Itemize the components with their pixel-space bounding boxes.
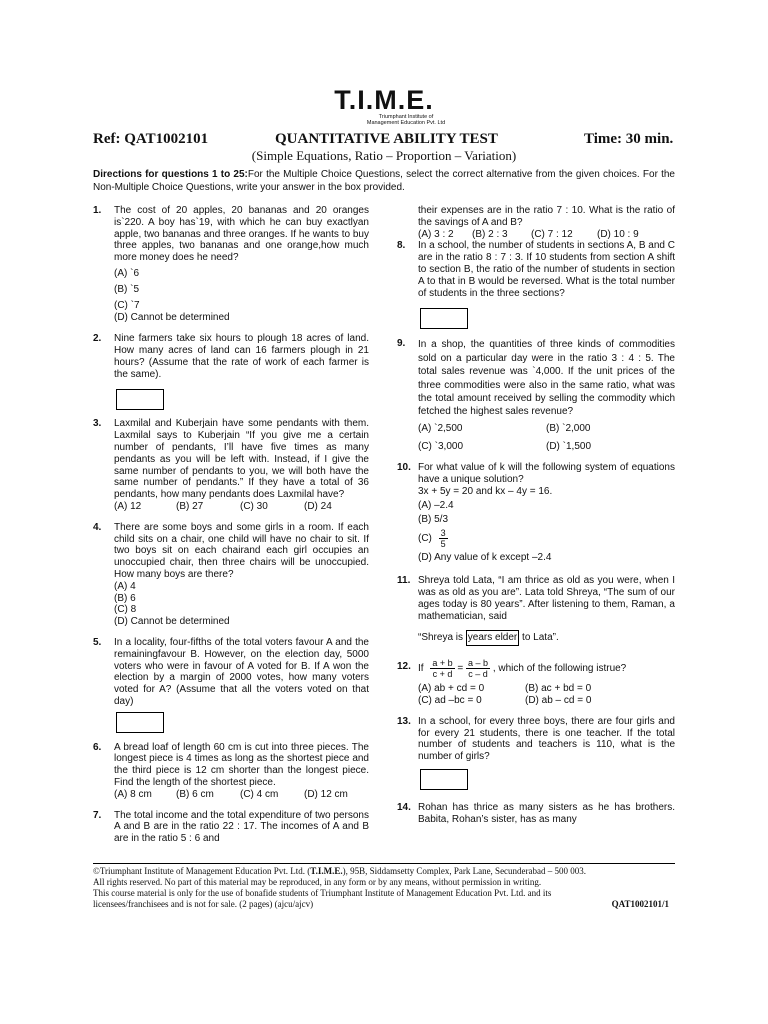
question-number: 9. <box>397 338 406 350</box>
equals-sign: = <box>457 663 464 675</box>
page-code: QAT1002101/1 <box>611 899 669 909</box>
question-number: 5. <box>93 636 102 648</box>
question-number: 7. <box>93 809 102 821</box>
if-word: If <box>418 663 424 675</box>
brand-logo <box>0 86 768 126</box>
copyright-text: ©Triumphant Institute of Management Education Pvt. Ltd. ( <box>93 866 311 876</box>
option-a: (A) 8 cm <box>114 788 152 800</box>
option-c: (C) ad –bc = 0 <box>418 694 482 706</box>
option-a: (A) `2,500 <box>418 422 463 434</box>
option-c: (C) 30 <box>240 500 268 512</box>
options-row <box>418 229 675 241</box>
options-row <box>114 789 369 801</box>
fraction-numerator: 3 <box>440 528 446 539</box>
question-text: their expenses are in the ratio 7 : 10. What is the ratio of the savings of A and B? <box>418 205 675 228</box>
options-row <box>418 683 675 695</box>
question-number: 13. <box>397 715 411 727</box>
option-b: (B) 27 <box>176 500 204 512</box>
option-a: (A) 4 <box>114 580 136 592</box>
question-7-continued <box>397 205 675 240</box>
copyright-brand: T.I.M.E. <box>310 866 343 876</box>
footer-usage: This course material is only for the use of bonafide students of Triumphant Institute of Management Education Pvt. Ltd. and its <box>93 888 552 898</box>
question-7 <box>93 810 369 845</box>
question-text: Shreya told Lata, “I am thrice as old as you were, when I was as old as you are”. Lata told Shreya, “The sum of our ages today is 80 years”. After listening to them, Raman, a mathematician, said <box>418 575 675 622</box>
page-footer <box>93 863 675 910</box>
question-text: A bread loaf of length 60 cm is cut into three pieces. The longest piece is 4 times as long as the shortest piece and the third piece is 12 cm shorter than the longest piece. Find the length of the shortest piece. <box>114 741 369 789</box>
copyright-address: ), 95B, Siddamsetty Complex, Park Lane, Secunderabad – 500 003. <box>342 866 587 876</box>
option-b: (B) ac + bd = 0 <box>525 683 592 695</box>
question-8 <box>397 240 675 329</box>
question-text: The total income and the total expenditure of two persons A and B are in the ratio 22 : 17. The incomes of A and B are in the ratio 5 : 6 and <box>114 809 369 845</box>
question-12 <box>397 658 675 707</box>
question-number: 3. <box>93 418 102 430</box>
test-title: QUANTITATIVE ABILITY TEST <box>275 131 498 147</box>
fraction-denominator: 5 <box>440 539 446 550</box>
question-text: Laxmilal and Kuberjain have some pendants with them. Laxmilal says to Kuberjain “If you give me a certain number of pendants, I’ll have five times as many pendants as you will be left with. Instead, if I give the same number of pendants to you, we will both have the same number of pendants.” If they have a total of 36 pendants, how many pendants does Laxmilal have? <box>114 418 369 501</box>
footer-rights: All rights reserved. No part of this material may be reproduced, in any form or by any means, without permission in writing. <box>93 877 542 887</box>
fraction <box>439 528 448 549</box>
question-number: 6. <box>93 741 102 753</box>
question-text: Rohan has thrice as many sisters as he has brothers. Babita, Rohan’s sister, has as many <box>418 801 675 825</box>
question-number: 2. <box>93 333 102 345</box>
directions-lead: Directions for questions 1 to 25: <box>93 169 248 180</box>
option-a: (A) –2.4 <box>418 499 454 511</box>
option-d: (D) `1,500 <box>546 440 592 452</box>
option-a: (A) `6 <box>114 267 139 279</box>
question-number: 1. <box>93 205 102 216</box>
fraction-numerator: a – b <box>468 658 489 669</box>
footer-license: licensees/franchisees and is not for sale. (2 pages) (ajcu/ajcv) <box>93 899 314 909</box>
options-row <box>418 441 675 453</box>
question-4 <box>93 522 369 628</box>
fraction-denominator: c – d <box>468 669 488 680</box>
question-number: 4. <box>93 521 102 533</box>
question-3 <box>93 418 369 512</box>
option-d: (D) Cannot be determined <box>114 616 230 628</box>
brand-line-2: Management Education Pvt. Ltd <box>366 120 446 126</box>
option-c: (C) `3,000 <box>418 440 464 452</box>
option-a: (A) 3 : 2 <box>418 228 454 240</box>
quote-start: “Shreya is <box>418 632 466 644</box>
quote-end: to Lata”. <box>519 632 559 644</box>
equation: 3x + 5y = 20 and kx – 4y = 16. <box>418 486 553 497</box>
answer-box[interactable] <box>116 389 164 410</box>
question-text: In a locality, four-fifths of the total voters favour A and the remainingfavour B. However, on the election day, 5000 voters who were in favour of A voted for B. If A won the election by a margin of 2000 votes, how many voters voted for A? (Assume that all the voters voted on that day) <box>114 636 369 707</box>
option-d: (D) 12 cm <box>304 788 348 800</box>
option-d: (D) 10 : 9 <box>597 228 639 240</box>
option-b: (B) 2 : 3 <box>472 228 508 240</box>
fraction-denominator: c + d <box>432 669 453 680</box>
option-b: (B) `5 <box>114 283 139 295</box>
option-d: (D) Cannot be determined <box>114 312 230 324</box>
footer-last-line <box>93 899 675 910</box>
question-2 <box>93 333 369 410</box>
question-text: Nine farmers take six hours to plough 18 acres of land. How many acres of land can 16 farmers plough in 21 hours? (Assume that the rate of work of each farmer is the same). <box>114 333 369 380</box>
option-c <box>418 528 675 549</box>
option-d: (D) ab – cd = 0 <box>525 694 592 706</box>
quote-line <box>418 630 675 646</box>
question-number: 12. <box>397 661 411 673</box>
question-14 <box>397 802 675 826</box>
option-a: (A) 12 <box>114 500 142 512</box>
option-c: (C) 7 : 12 <box>531 228 573 240</box>
options-row <box>418 423 675 435</box>
option-c: (C) 8 <box>114 604 137 616</box>
footer-divider <box>93 863 675 864</box>
question-number: 10. <box>397 462 411 474</box>
question-text: There are some boys and some girls in a room. If each child sits on a chair, one child will have no chair to sit. If two boys sit on each chairand each girl occupies an unoccupied chair, then three chairs will be unoccupied. How many boys are there? <box>114 521 369 580</box>
fraction-numerator: a + b <box>432 658 453 669</box>
question-text: In a school, the number of students in sections A, B and C are in the ratio 8 : 7 : 3. If 10 students from section A shift to section B, the ratio of the number of students in section A to that in B would be reversed. What is the total number of students in the three sections? <box>418 240 675 299</box>
options-row <box>114 501 369 513</box>
option-b: (B) 6 <box>114 592 136 604</box>
column-left <box>93 205 369 845</box>
option-b: (B) `2,000 <box>546 422 591 434</box>
question-text: In a shop, the quantities of three kinds of commodities sold on a particular day were in the ratio 3 : 4 : 5. The total sales revenue was `4,000. If the unit prices of the three commodities were also in the same ratio, what was the total amount received by selling the commodity which fetched the highest sales revenue? <box>418 339 675 418</box>
question-text: The cost of 20 apples, 20 bananas and 20 oranges is`220. A boy has`19, with which he can buy exactlyan apple, two bananas and three oranges. If he wants to buy three apples, two bananas and one orange,how much more money does he need? <box>114 205 369 264</box>
fraction-2 <box>466 658 490 679</box>
option-a: (A) ab + cd = 0 <box>418 683 485 695</box>
directions <box>93 168 675 194</box>
question-9 <box>397 338 675 452</box>
brand-name: T.I.M.E. <box>334 85 434 115</box>
option-c: (C) 4 cm <box>240 788 279 800</box>
question-13 <box>397 716 675 790</box>
option-b: (B) 5/3 <box>418 513 449 525</box>
question-text <box>418 658 675 679</box>
answer-box[interactable]: years elder <box>466 630 519 646</box>
question-6 <box>93 742 369 801</box>
question-10 <box>397 462 675 564</box>
option-c: (C) `7 <box>114 299 140 311</box>
question-5 <box>93 637 369 733</box>
question-1 <box>93 205 369 324</box>
question-text: For what value of k will the following system of equations have a unique solution? <box>418 462 675 486</box>
question-number: 11. <box>397 575 411 587</box>
question-tail: , which of the following istrue? <box>492 663 627 675</box>
directions-text: For the Multiple Choice Questions, select the correct alternative from the given choices. For the Non-Multiple Choice Questions, write your answer in the box provided. <box>93 169 675 193</box>
question-11 <box>397 575 675 646</box>
column-right <box>397 205 675 826</box>
test-subtitle: (Simple Equations, Ratio – Proportion – Variation) <box>251 148 517 163</box>
brand-line-1: Triumphant Institute of <box>378 114 434 120</box>
question-number: 8. <box>397 240 406 252</box>
option-d: (D) 24 <box>304 500 332 512</box>
answer-box[interactable] <box>116 712 164 733</box>
option-c-label: (C) <box>418 533 432 545</box>
answer-box[interactable] <box>420 769 468 790</box>
question-number: 14. <box>397 801 411 813</box>
question-text: In a school, for every three boys, there are four girls and for every 21 students, there is one teacher. If the total number of students and teachers is 110, what is the number of girls? <box>418 715 675 763</box>
options-row <box>418 695 675 707</box>
answer-box[interactable] <box>420 308 468 329</box>
ref-code: Ref: QAT1002101 <box>93 131 209 147</box>
option-b: (B) 6 cm <box>176 788 214 800</box>
fraction-1 <box>430 658 454 679</box>
option-d: (D) Any value of k except –2.4 <box>418 552 552 564</box>
footer-copyright <box>93 866 675 877</box>
test-time: Time: 30 min. <box>584 131 674 147</box>
